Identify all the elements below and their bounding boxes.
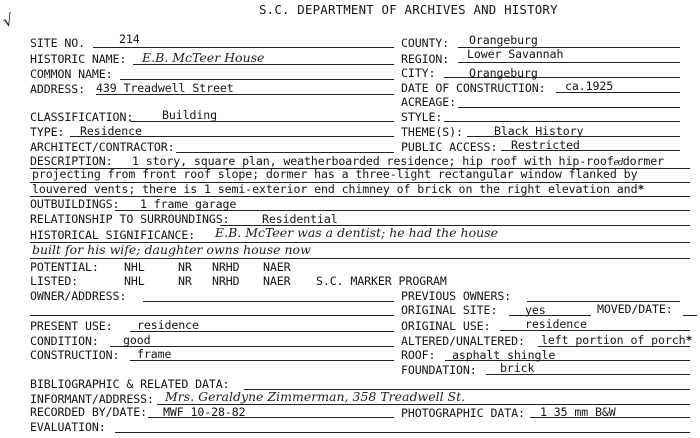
photographic-line	[530, 417, 690, 418]
potential-nr: NR	[178, 260, 192, 274]
roof-value: asphalt shingle	[452, 348, 556, 362]
style-line	[444, 121, 680, 122]
evaluation-label: EVALUATION:	[30, 420, 106, 434]
description-label: DESCRIPTION:	[30, 154, 113, 168]
description-line-rule-3	[30, 196, 690, 197]
bibliographic-label: BIBLIOGRAPHIC & RELATED DATA:	[30, 377, 230, 391]
original-use-label: ORIGINAL USE:	[401, 319, 491, 333]
roof-label: ROOF:	[401, 348, 436, 362]
photographic-label: PHOTOGRAPHIC DATA:	[401, 406, 525, 420]
site-no-line	[93, 47, 394, 48]
original-site-line	[509, 315, 591, 316]
potential-label: POTENTIAL:	[30, 260, 99, 274]
listed-nr: NR	[178, 274, 192, 288]
type-line	[70, 136, 394, 137]
significance-line-1: E.B. McTeer was a dentist; he had the house	[215, 225, 498, 240]
potential-nrhd: NRHD	[212, 260, 240, 274]
previous-owners-label: PREVIOUS OWNERS:	[401, 289, 512, 303]
public-access-value: Restricted	[511, 138, 580, 152]
marker-program-label: S.C. MARKER PROGRAM	[316, 274, 447, 288]
altered-value: left portion of porch*	[541, 333, 693, 347]
owner-line	[143, 301, 394, 302]
construction-label: CONSTRUCTION:	[30, 348, 120, 362]
acreage-label: ACREAGE:	[401, 95, 457, 109]
owner-line-2	[30, 315, 394, 316]
recorded-line	[148, 417, 394, 418]
description-edit-mark: ed	[613, 158, 623, 168]
recorded-value: MWF 10-28-82	[163, 405, 246, 419]
historic-name-line	[133, 64, 394, 65]
description-line-2: projecting from front roof slope; dormer has a three-light rectangular window flanked by	[32, 167, 638, 181]
region-value: Lower Savannah	[467, 47, 564, 61]
condition-value: good	[123, 333, 151, 347]
county-label: COUNTY:	[401, 36, 450, 50]
moved-date-label: MOVED/DATE:	[597, 302, 673, 316]
common-name-label: COMMON NAME:	[30, 67, 113, 81]
foundation-label: FOUNDATION:	[401, 363, 477, 377]
relationship-label: RELATIONSHIP TO SURROUNDINGS:	[30, 212, 230, 226]
moved-date-line	[683, 315, 697, 316]
significance-label: HISTORICAL SIGNIFICANCE:	[30, 228, 196, 242]
construction-line	[130, 360, 394, 361]
evaluation-line	[115, 432, 690, 433]
common-name-line	[120, 79, 394, 80]
construction-value: frame	[137, 347, 172, 361]
original-site-value: yes	[525, 303, 546, 317]
address-label: ADDRESS:	[30, 82, 86, 96]
outbuildings-line	[115, 210, 690, 211]
type-label: TYPE:	[30, 125, 65, 139]
site-no-label: SITE NO.	[30, 36, 86, 50]
recorded-label: RECORDED BY/DATE:	[30, 405, 147, 419]
foundation-line	[486, 374, 690, 375]
original-use-value: residence	[525, 317, 587, 331]
informant-label: INFORMANT/ADDRESS:	[30, 392, 154, 406]
address-line	[96, 94, 394, 95]
date-of-construction-value: ca.1925	[565, 79, 614, 93]
description-line-1: 1 story, square plan, weatherboarded residence; hip roof with hip-roofeddormer	[132, 154, 664, 168]
altered-line	[538, 346, 690, 347]
informant-value: Mrs. Geraldyne Zimmerman, 358 Treadwell St.	[165, 389, 466, 404]
owner-label: OWNER/ADDRESS:	[30, 289, 127, 303]
check-mark: √	[0, 10, 16, 32]
outbuildings-label: OUTBUILDINGS:	[30, 197, 120, 211]
architect-line	[176, 152, 394, 153]
original-use-line	[500, 330, 690, 331]
themes-value: Black History	[494, 124, 584, 138]
potential-nhl: NHL	[124, 260, 145, 274]
condition-label: CONDITION:	[30, 334, 99, 348]
description-line-3: louvered vents; there is 1 semi-exterior end chimney of brick on the right elevation and*	[32, 182, 645, 196]
city-value: Orangeburg	[469, 66, 538, 80]
architect-label: ARCHITECT/CONTRACTOR:	[30, 140, 175, 154]
present-use-label: PRESENT USE:	[30, 319, 113, 333]
present-use-value: residence	[137, 318, 199, 332]
classification-value: Building	[162, 108, 218, 122]
public-access-label: PUBLIC ACCESS:	[401, 140, 498, 154]
historic-name-label: HISTORIC NAME:	[30, 52, 127, 66]
significance-line-2: built for his wife; daughter owns house now	[32, 242, 311, 257]
altered-asterisk: *	[685, 333, 693, 347]
classification-line	[130, 121, 394, 122]
style-label: STYLE:	[401, 110, 443, 124]
historic-name-value: E.B. McTeer House	[142, 50, 265, 65]
classification-label: CLASSIFICATION:	[30, 110, 134, 124]
listed-nrhd: NRHD	[212, 274, 240, 288]
listed-naer: NAER	[263, 274, 291, 288]
page-title: S.C. DEPARTMENT OF ARCHIVES AND HISTORY	[259, 2, 558, 17]
acreage-line	[458, 107, 680, 108]
relationship-value: Residential	[262, 212, 338, 226]
date-line	[556, 92, 680, 93]
site-no-value: 214	[119, 32, 140, 46]
present-use-line	[130, 331, 394, 332]
date-of-construction-label: DATE OF CONSTRUCTION:	[401, 81, 546, 95]
region-line	[458, 62, 680, 63]
roof-line	[445, 360, 690, 361]
public-access-line	[501, 150, 680, 151]
county-value: Orangeburg	[469, 33, 538, 47]
potential-naer: NAER	[263, 260, 291, 274]
listed-nhl: NHL	[124, 274, 145, 288]
region-label: REGION:	[401, 52, 450, 66]
foundation-value: brick	[500, 361, 535, 375]
themes-line	[467, 136, 680, 137]
themes-label: THEME(S):	[401, 125, 463, 139]
type-value: Residence	[80, 124, 142, 138]
original-site-label: ORIGINAL SITE:	[401, 303, 498, 317]
city-label: CITY:	[401, 66, 436, 80]
altered-label: ALTERED/UNALTERED:	[401, 334, 525, 348]
city-line	[444, 77, 680, 78]
description-asterisk: *	[637, 182, 645, 196]
significance-line-rule-2	[30, 258, 690, 259]
address-value: 439 Treadwell Street	[96, 81, 234, 95]
photographic-value: 1 35 mm B&W	[540, 405, 616, 419]
listed-label: LISTED:	[30, 274, 79, 288]
outbuildings-value: 1 frame garage	[140, 197, 237, 211]
